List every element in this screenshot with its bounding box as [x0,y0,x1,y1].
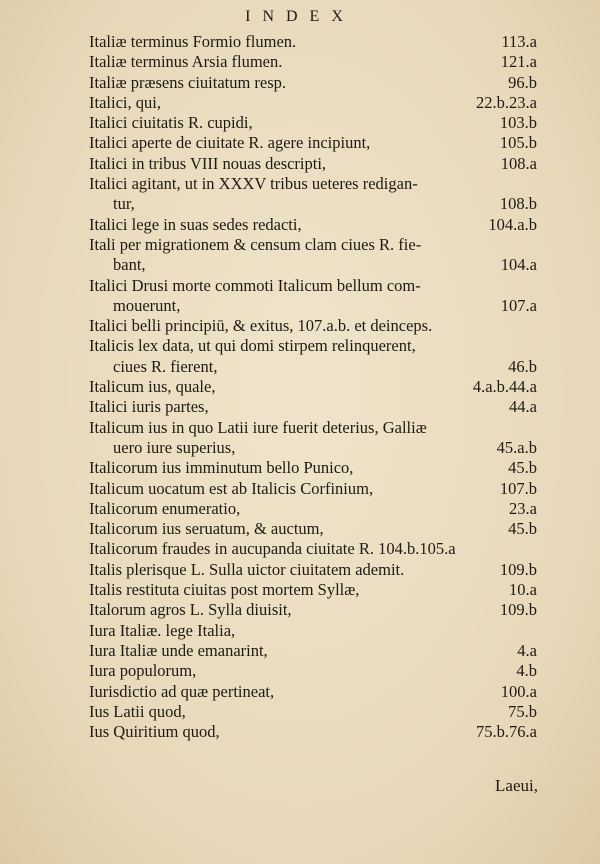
index-entry [89,235,539,255]
entry-text: uero iure superius, [113,437,236,457]
index-entry [89,93,539,113]
entry-text: Iura populorum, [89,661,197,681]
index-entry [89,702,539,722]
entry-text: Italorum agros L. Sylla diuisit, [89,600,292,620]
index-entry [89,52,539,72]
index-entry [89,397,539,417]
entry-reference: 121.a [500,52,537,72]
entry-reference: 105.b [499,133,537,153]
entry-text: Italicorum ius seruatum, & auctum, [89,519,324,539]
entry-text: Iura Italiæ unde emanarint, [89,640,268,660]
index-entry [89,661,539,681]
entry-reference: 4.a.b.44.a [472,377,537,397]
entry-reference: 113.a [501,32,537,51]
entry-text: Italici aperte de ciuitate R. agere incipiunt, [89,133,371,153]
entry-reference: 75.b [508,701,537,721]
entry-text: Italici iuris partes, [89,397,209,417]
entry-text: Italici Drusi morte commoti Italicum bellum com- [89,275,421,295]
entry-text: Italicis lex data, ut qui domi stirpem relinquerent, [89,336,416,356]
index-entry [89,32,539,52]
index-entry [89,458,539,478]
entry-reference: 104.a [500,255,537,275]
index-entry [89,174,539,194]
entry-reference: 75.b.76.a [476,722,537,742]
entry-text: Italiæ terminus Formio flumen. [89,32,297,51]
index-entry [89,336,539,356]
entry-reference: 108.a [500,153,537,173]
page-header: INDEX [245,8,355,25]
index-entry [89,255,539,275]
index-entry [89,316,539,336]
entry-text: Italici, qui, [89,92,161,112]
entry-reference: 45.b [508,458,537,478]
entry-reference: 4.a [517,640,537,660]
index-entry [89,682,539,702]
entry-reference: 22.b.23.a [476,92,537,112]
entry-text: tur, [113,194,135,214]
entry-reference: 23.a [509,498,537,518]
index-entry [89,499,539,519]
entry-text: Italici lege in suas sedes redacti, [89,214,302,234]
catchword: Laeui, [495,776,538,795]
index-entry [89,438,539,458]
index-entry [89,641,539,661]
entry-text: ciues R. fierent, [113,356,218,376]
entry-text: Italici belli principiū, & exitus, 107.a.b. et deinceps. [89,316,433,336]
entry-text: Italicorum fraudes in aucupanda ciuitate R. 104.b.105.a [89,539,456,559]
entry-text: Italicum ius in quo Latii iure fuerit deterius, Galliæ [89,417,427,437]
entry-reference: 109.b [499,559,537,579]
index-entry [89,377,539,397]
index-entry [89,560,539,580]
entry-reference: 45.b [508,519,537,539]
index-entry [89,113,539,133]
index-entry [89,539,539,559]
index-entry [89,357,539,377]
index-entry [89,133,539,153]
entry-text: Iura Italiæ. lege Italia, [89,620,236,640]
entry-text: Italici in tribus VIII nouas descripti, [89,153,327,173]
entry-text: Iurisdictio ad quæ pertineat, [89,681,275,701]
entry-reference: 44.a [509,397,537,417]
entry-text: Ius Latii quod, [89,701,186,721]
index-entry [89,479,539,499]
entry-text: Italis restituta ciuitas post mortem Syllæ, [89,580,360,600]
entry-reference: 46.b [508,356,537,376]
entry-reference: 96.b [508,72,537,92]
index-entry [89,722,539,742]
entry-reference: 104.a.b [488,214,537,234]
entry-reference: 100.a [500,681,537,701]
index-entry [89,73,539,93]
index-entry [89,621,539,641]
entry-reference: 109.b [499,600,537,620]
entry-text: mouerunt, [113,295,181,315]
entry-text: Italicorum ius imminutum bello Punico, [89,458,354,478]
index-entry [89,154,539,174]
index-entry [89,215,539,235]
entry-reference: 103.b [499,113,537,133]
entry-reference: 4.b [516,661,537,681]
entry-text: Italicum ius, quale, [89,377,216,397]
entry-text: Italiæ præsens ciuitatum resp. [89,72,287,92]
index-entry [89,580,539,600]
entry-reference: 107.a [500,295,537,315]
index-entry [89,600,539,620]
entry-text: Itali per migrationem & censum clam ciues R. fie- [89,234,422,254]
index-entry [89,194,539,214]
entry-text: Italicum uocatum est ab Italicis Corfinium, [89,478,374,498]
index-entry [89,276,539,296]
entry-reference: 108.b [499,194,537,214]
index-entry [89,296,539,316]
entry-text: Italicorum enumeratio, [89,498,241,518]
index-entries [89,32,539,742]
index-entry [89,418,539,438]
entry-text: Ius Quiritium quod, [89,722,220,742]
entry-text: Italici agitant, ut in XXXV tribus ueteres redigan- [89,174,418,194]
entry-reference: 10.a [509,580,537,600]
entry-text: Italis plerisque L. Sulla uictor ciuitatem ademit. [89,559,405,579]
entry-reference: 45.a.b [496,437,537,457]
entry-text: bant, [113,255,146,275]
entry-text: Italici ciuitatis R. cupidi, [89,113,253,133]
entry-reference: 107.b [499,478,537,498]
entry-text: Italiæ terminus Arsia flumen. [89,52,283,72]
index-entry [89,519,539,539]
